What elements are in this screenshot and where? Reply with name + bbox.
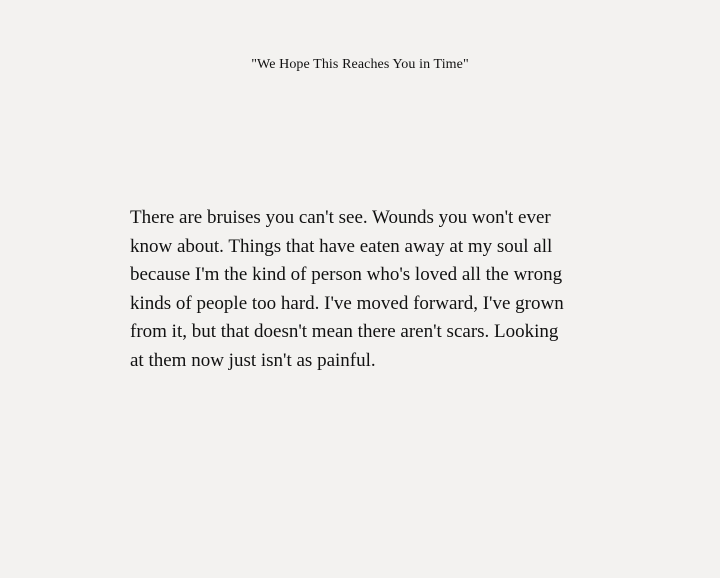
passage-line: at them now just isn't as painful. (130, 349, 376, 371)
passage-line: know about. Things that have eaten away at my soul all (130, 235, 553, 257)
passage-line: because I'm the kind of person who's loved all the wrong (130, 264, 563, 285)
passage-line: from it, but that doesn't mean there aren't scars. Looking (130, 321, 559, 342)
quote-passage (130, 204, 600, 375)
passage-line: kinds of people too hard. I've moved forward, I've grown (130, 292, 564, 314)
page-title: "We Hope This Reaches You in Time" (251, 57, 469, 72)
passage-line: There are bruises you can't see. Wounds you won't ever (130, 207, 551, 228)
